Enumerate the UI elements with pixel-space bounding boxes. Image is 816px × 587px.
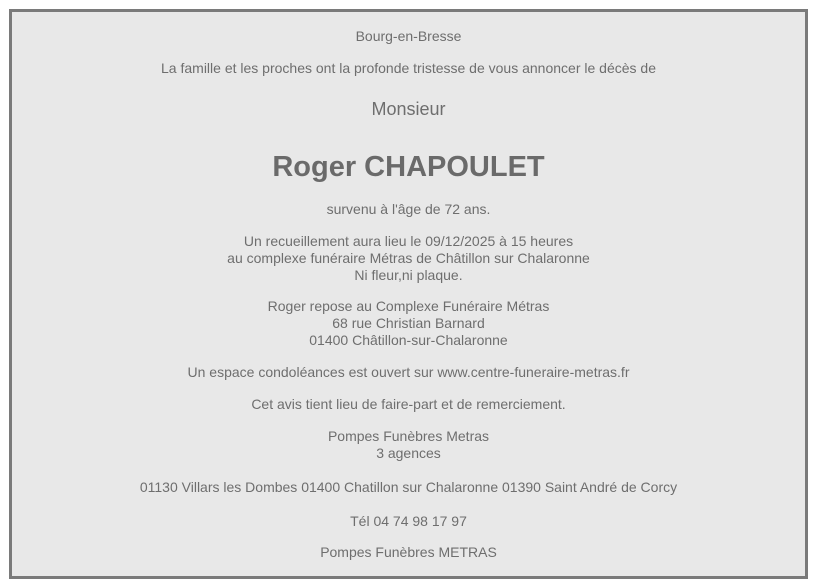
phone-number: Tél 04 74 98 17 97 [350,513,467,529]
agency-count: 3 agences [376,445,441,461]
age-line: survenu à l'âge de 72 ans. [326,201,491,217]
faire-part-text: Cet avis tient lieu de faire-part et de remerciement. [251,396,566,412]
obituary-card [9,9,808,579]
deceased-name: Roger CHAPOULET [272,151,545,183]
city: Bourg-en-Bresse [355,28,462,44]
intro-text: La famille et les proches ont la profonde tristesse de vous annoncer le décès de [161,60,656,76]
rest-place-line: 68 rue Christian Barnard [332,315,485,331]
company-name: Pompes Funèbres Metras [327,428,490,444]
agencies-list: 01130 Villars les Dombes 01400 Chatillon sur Chalaronne 01390 Saint André de Corcy [139,479,678,495]
ceremony-line: au complexe funéraire Métras de Châtillon sur Chalaronne [227,250,590,266]
ceremony-block [12,233,805,284]
rest-place-block [12,298,805,349]
ceremony-line: Un recueillement aura lieu le 09/12/2025 à 15 heures [243,233,574,249]
rest-place-line: Roger repose au Complexe Funéraire Métras [267,298,550,314]
company-block [12,428,805,462]
rest-place-line: 01400 Châtillon-sur-Chalaronne [309,332,508,348]
signature: Pompes Funèbres METRAS [320,544,497,560]
condolences-text: Un espace condoléances est ouvert sur www.centre-funeraire-metras.fr [187,364,630,380]
honorific: Monsieur [371,99,446,119]
ceremony-line: Ni fleur,ni plaque. [354,267,463,283]
